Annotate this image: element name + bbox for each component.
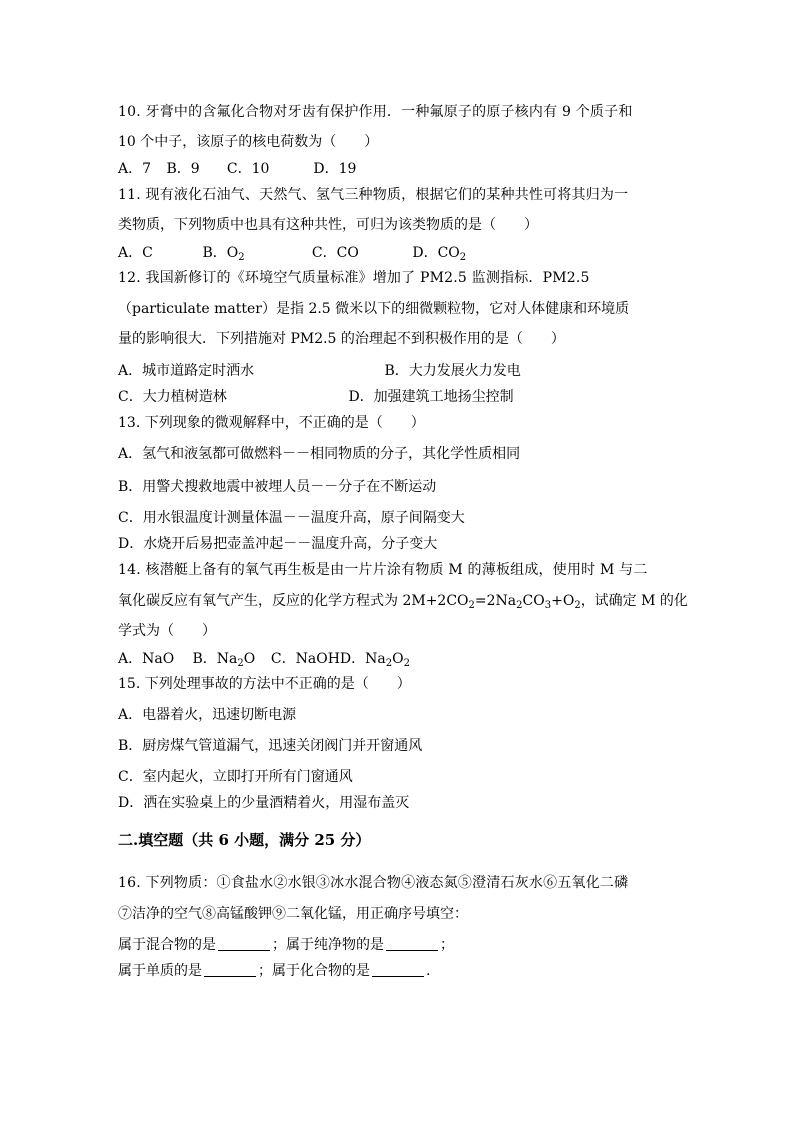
q14-line-2	[118, 593, 688, 609]
q11-option-a[interactable]: A．C	[118, 245, 153, 261]
q15-option-a[interactable]: A．电器着火，迅速切断电源	[118, 707, 297, 723]
q11-options	[118, 245, 466, 261]
q12-option-d[interactable]: D．加强建筑工地扬尘控制	[348, 389, 514, 405]
q14-option-d-sub: 2	[403, 658, 410, 669]
q11-option-b[interactable]	[202, 245, 307, 261]
compound-label: ；属于化合物的是	[258, 963, 370, 979]
q12-option-a[interactable]: A．城市道路定时洒水	[118, 363, 255, 379]
q16-blanks-row-2	[118, 963, 430, 979]
q15-option-b[interactable]: B．厨房煤气管道漏气，迅速关闭阀门并开窗通风	[118, 738, 423, 754]
q11-line-2: 类物质，下列物质中也具有这种共性，可归为该类物质的是（ ）	[118, 217, 538, 233]
q12-options-row-1	[118, 363, 521, 379]
q14-line-1: 14. 核潜艇上备有的氧气再生板是由一片片涂有物质 M 的薄板组成，使用时 M 与二	[118, 562, 648, 578]
q10-line-1: 10. 牙膏中的含氟化合物对牙齿有保护作用．一种氟原子的原子核内有 9 个质子和	[118, 104, 633, 120]
q13-option-b[interactable]: B．用警犬搜救地震中被埋人员－－分子在不断运动	[118, 479, 437, 495]
q16-line-1: 16. 下列物质：①食盐水②水银③冰水混合物④液态氮⑤澄清石灰水⑥五氧化二磷	[118, 875, 629, 891]
q10-option-a[interactable]: A．7	[118, 161, 152, 177]
q13-option-c[interactable]: C．用水银温度计测量体温－－温度升高，原子间隔变大	[118, 510, 465, 526]
q16-line-2: ⑦洁净的空气⑧高锰酸钾⑨二氧化锰，用正确序号填空：	[118, 906, 468, 922]
mixture-blank[interactable]	[218, 937, 270, 951]
q14-option-b-text: O	[243, 651, 256, 667]
q15-option-c[interactable]: C．室内起火，立即打开所有门窗通风	[118, 769, 353, 785]
q14-sub: 3	[544, 600, 552, 611]
q13-option-a[interactable]: A．氢气和液氢都可做燃料－－相同物质的分子，其化学性质相同	[118, 446, 521, 462]
q10-option-c[interactable]: C．10	[226, 161, 270, 177]
q11-option-b-sub: 2	[238, 252, 245, 263]
q14-options	[118, 651, 410, 667]
q14-option-b-text: B．Na	[192, 651, 238, 667]
q12-line-2: （particulate matter）是指 2.5 微米以下的细微颗粒物，它对人体健康和环境质	[118, 301, 630, 317]
q12-option-c[interactable]: C．大力植树造林	[118, 389, 227, 405]
q10-line-2: 10 个中子，该原子的核电荷数为（ ）	[118, 134, 379, 150]
q10-options	[118, 161, 356, 177]
q14-option-a[interactable]: A．NaO	[118, 651, 175, 667]
q11-option-d-text: D．CO	[412, 245, 460, 261]
q14-sub: 2	[468, 600, 475, 611]
pure-substance-blank[interactable]	[386, 937, 438, 951]
q14-line-3: 学式为（ ）	[118, 623, 216, 639]
row-1-end: ；	[440, 937, 454, 953]
element-blank[interactable]	[204, 963, 256, 977]
q13-stem: 13. 下列现象的微观解释中，不正确的是（ ）	[118, 415, 425, 431]
q11-option-d-sub: 2	[459, 252, 467, 263]
q12-options-row-2	[118, 389, 514, 405]
q13-option-d[interactable]: D．水烧开后易把壶盖冲起－－温度升高，分子变大	[118, 536, 438, 552]
q11-option-b-text: B．O	[202, 245, 239, 261]
q14-option-d-text: D．Na	[339, 651, 386, 667]
section-heading: 二.填空题（共 6 小题，满分 25 分）	[118, 831, 371, 849]
q14-sub: 2	[574, 600, 581, 611]
row-2-end: .	[426, 963, 431, 979]
q14-line-2-part: ，试确定 M 的化	[580, 593, 688, 609]
compound-blank[interactable]	[372, 963, 424, 977]
q11-option-c[interactable]: C．CO	[311, 245, 359, 261]
q14-option-b[interactable]	[192, 651, 266, 667]
q14-option-c[interactable]: C．NaOH	[270, 651, 340, 667]
q14-line-2-part: 氧化碳反应有氧气产生，反应的化学方程式为 2M+2CO	[118, 593, 469, 609]
element-label: 属于单质的是	[118, 963, 202, 979]
q10-option-d[interactable]: D．19	[313, 161, 357, 177]
q11-option-d[interactable]	[412, 245, 466, 261]
q12-line-1: 12. 我国新修订的《环境空气质量标准》增加了 PM2.5 监测指标．PM2.5	[118, 270, 590, 286]
q14-line-2-part: +O	[551, 593, 575, 609]
q14-option-b-sub: 2	[237, 658, 244, 669]
q16-blanks-row-1	[118, 937, 454, 953]
q14-line-2-part: CO	[522, 593, 545, 609]
q14-sub: 2	[516, 600, 523, 611]
q10-option-b[interactable]: B．9	[166, 161, 200, 177]
q11-line-1: 11. 现有液化石油气、天然气、氢气三种物质，根据它们的某种共性可将其归为一	[118, 187, 629, 203]
q14-option-d-sub: 2	[385, 658, 393, 669]
q15-option-d[interactable]: D．洒在实验桌上的少量酒精着火，用湿布盖灭	[118, 795, 410, 811]
pure-label: ；属于纯净物的是	[272, 937, 384, 953]
q14-line-2-part: =2Na	[474, 593, 517, 609]
q12-option-b[interactable]: B．大力发展火力发电	[384, 363, 521, 379]
mixture-label: 属于混合物的是	[118, 937, 216, 953]
q12-line-3: 量的影响很大．下列措施对 PM2.5 的治理起不到积极作用的是（ ）	[118, 331, 565, 347]
q14-option-d-text: O	[392, 651, 404, 667]
q14-option-d[interactable]	[340, 651, 410, 667]
q15-stem: 15. 下列处理事故的方法中不正确的是（ ）	[118, 676, 411, 692]
